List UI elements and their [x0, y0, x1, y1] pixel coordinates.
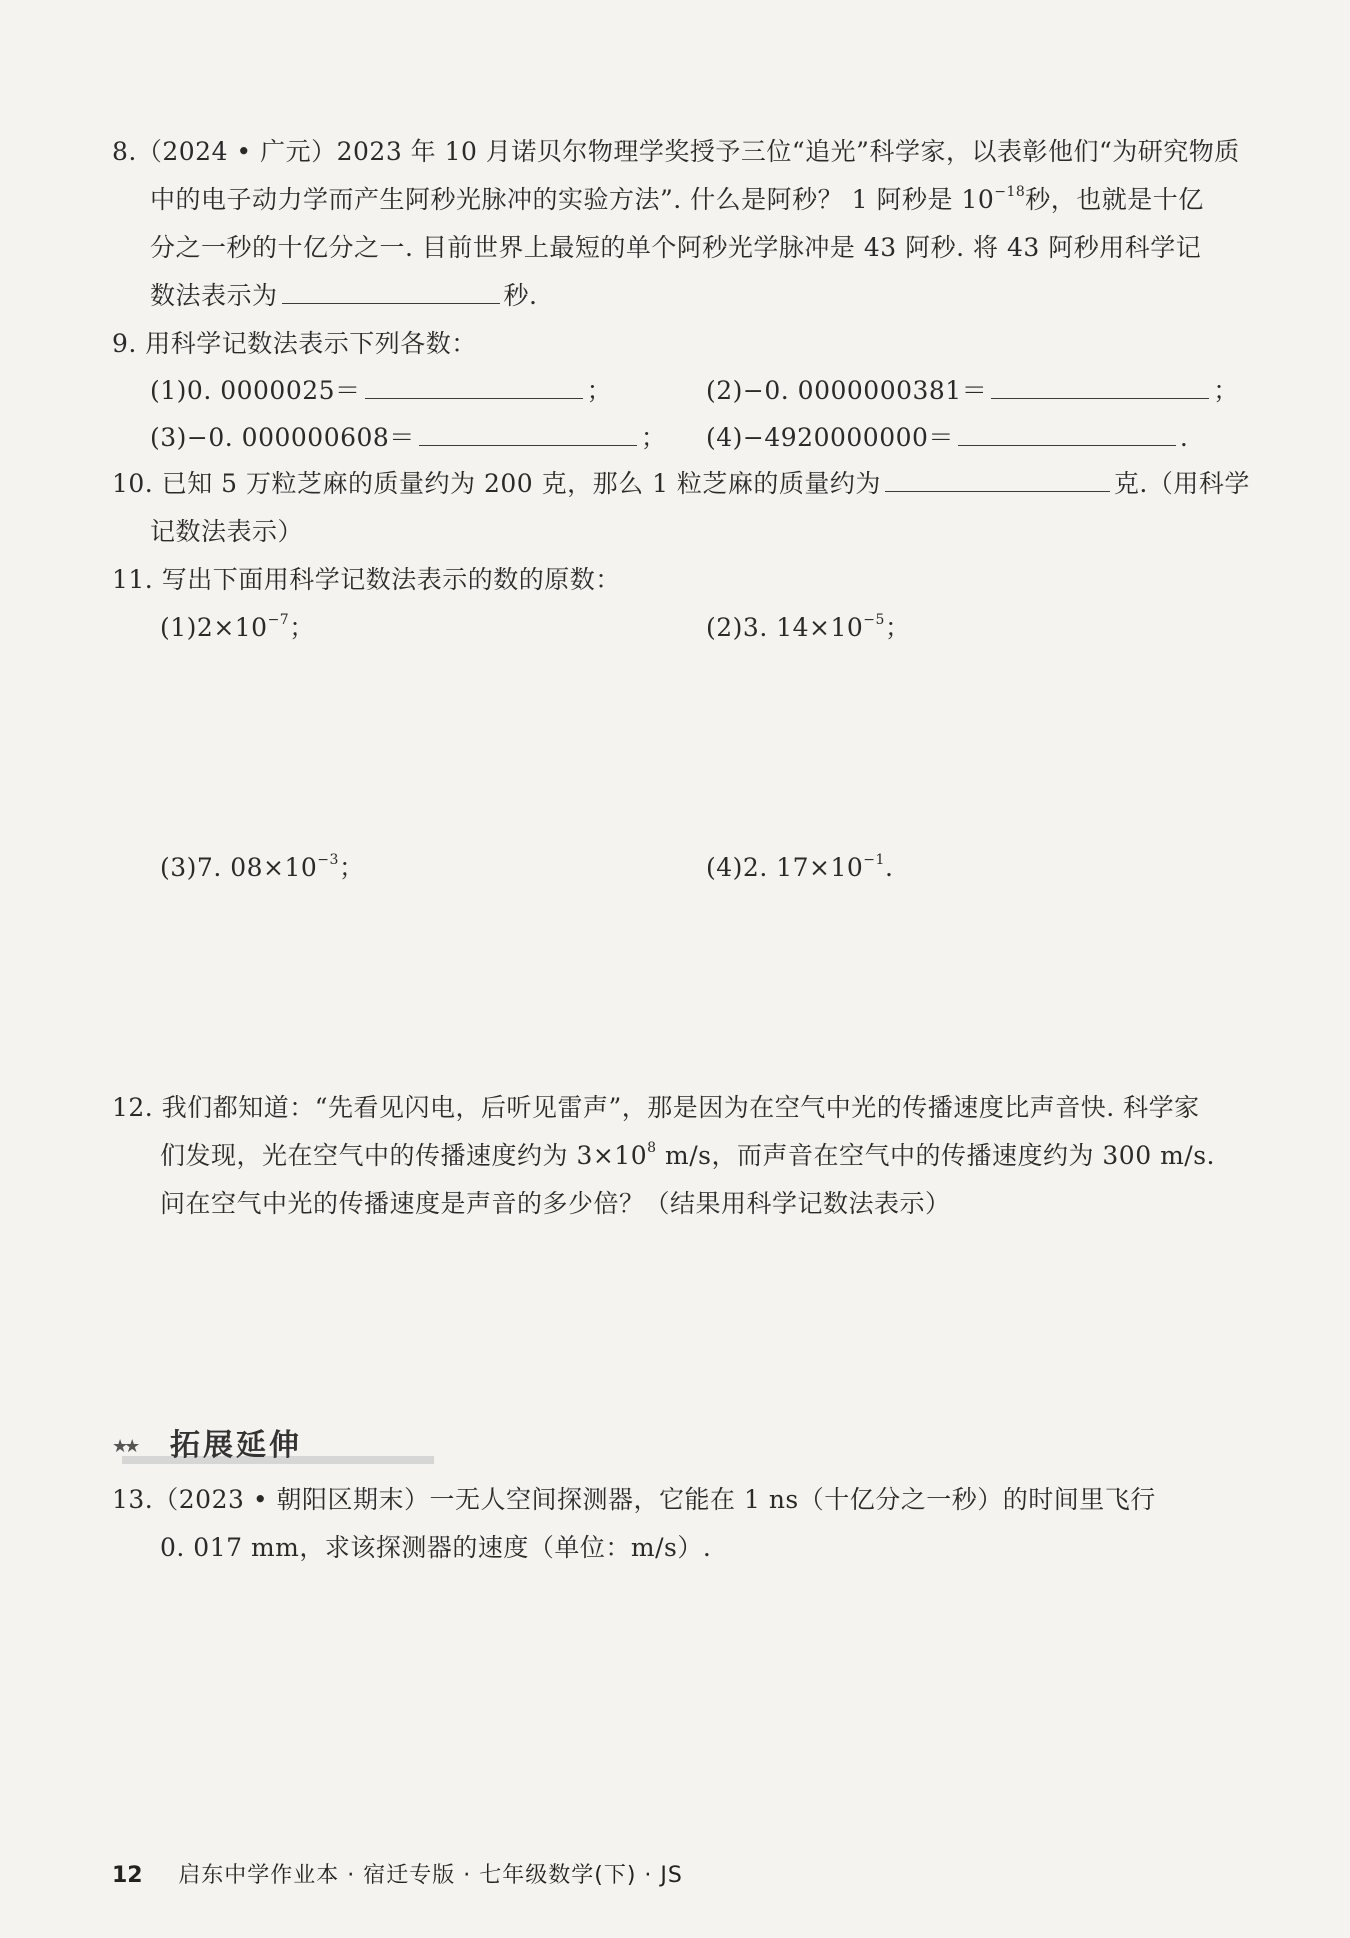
q8-answer-blank[interactable] [282, 279, 500, 304]
q11-part-1-text: (1)2×10 [160, 613, 268, 642]
q12-line-1: 12. 我们都知道：“先看见闪电，后听见雷声”，那是因为在空气中光的传播速度比声音快. 科学家 [112, 1093, 1200, 1122]
q8-line-1: 8.（2024 • 广元）2023 年 10 月诺贝尔物理学奖授予三位“追光”科学家，以表彰他们“为研究物质 [112, 137, 1240, 166]
q9-part-4-end: . [1179, 423, 1189, 452]
q9-part-1-end: ； [586, 376, 613, 405]
q10-answer-blank[interactable] [885, 467, 1110, 492]
q11-part-1-exponent: −7 [267, 612, 290, 628]
q8-line-2-tail: 秒，也就是十亿 [1025, 185, 1204, 214]
section-title: 拓展延伸 [170, 1428, 302, 1463]
page-footer [112, 1858, 683, 1889]
q10-line-1-text: 10. 已知 5 万粒芝麻的质量约为 200 克，那么 1 粒芝麻的质量约为 [112, 469, 881, 498]
q9-stem: 9. 用科学记数法表示下列各数： [112, 329, 477, 358]
star-icon: ★★ [112, 1436, 137, 1457]
q9-part-1 [150, 374, 612, 408]
q8-line-3: 分之一秒的十亿分之一. 目前世界上最短的单个阿秒光学脉冲是 43 阿秒. 将 43 阿秒用科学记 [150, 233, 1202, 262]
section-header [112, 1420, 327, 1463]
q9-part-2 [706, 374, 1239, 408]
q11-part-4-exponent: −1 [863, 852, 885, 868]
q9-part-4-blank[interactable] [958, 421, 1176, 446]
q8-line-4 [150, 279, 537, 313]
book-title: 启东中学作业本 · 宿迁专版 · 七年级数学(下) · JS [178, 1863, 683, 1888]
q11-stem: 11. 写出下面用科学记数法表示的数的原数： [112, 565, 621, 594]
q12-line-3: 问在空气中光的传播速度是声音的多少倍？（结果用科学记数法表示） [160, 1189, 951, 1218]
page-number: 12 [112, 1863, 143, 1888]
q8-line-2-text: 中的电子动力学而产生阿秒光脉冲的实验方法”. 什么是阿秒？ 1 阿秒是 10 [150, 185, 995, 214]
q11-part-3-text: (3)7. 08×10 [160, 853, 318, 882]
q10-line-1-tail: 克.（用科学 [1113, 469, 1250, 498]
q9-part-4 [706, 421, 1188, 455]
q11-part-3 [160, 851, 364, 885]
q9-part-1-blank[interactable] [365, 374, 583, 399]
q8-line-2 [150, 183, 1204, 217]
q11-part-1 [160, 611, 315, 645]
q12-line-2-tail: m/s，而声音在空气中的传播速度约为 300 m/s. [656, 1141, 1215, 1170]
q8-line-4-text: 数法表示为 [150, 281, 278, 310]
q11-part-4 [706, 851, 893, 885]
q8-line-4-tail: 秒. [503, 281, 538, 310]
q9-part-4-text: (4)−4920000000＝ [706, 423, 954, 452]
q12-line-2 [160, 1139, 1215, 1173]
q8-exponent: −18 [994, 184, 1026, 200]
q11-part-2-text: (2)3. 14×10 [706, 613, 864, 642]
q13-line-1: 13.（2023 • 朝阳区期末）一无人空间探测器，它能在 1 ns（十亿分之一秒）的时间里飞行 [112, 1485, 1156, 1514]
q9-part-2-end: ； [1213, 376, 1239, 405]
q11-part-1-end: ； [289, 613, 315, 642]
q11-part-3-end: ； [338, 853, 365, 882]
q9-part-3 [150, 421, 666, 455]
q11-part-4-text: (4)2. 17×10 [706, 853, 864, 882]
q11-part-4-end: . [884, 853, 894, 882]
q9-part-2-blank[interactable] [991, 374, 1209, 399]
q11-part-2 [706, 611, 910, 645]
q11-part-2-end: ； [884, 613, 911, 642]
q9-part-2-text: (2)−0. 0000000381＝ [706, 376, 988, 405]
q9-part-3-blank[interactable] [419, 421, 637, 446]
q12-exponent: 8 [647, 1140, 657, 1156]
q12-line-2-text: 们发现，光在空气中的传播速度约为 3×10 [160, 1141, 648, 1170]
q11-part-3-exponent: −3 [317, 852, 339, 868]
q13-line-2: 0. 017 mm，求该探测器的速度（单位：m/s）. [160, 1533, 712, 1562]
q9-part-1-text: (1)0. 0000025＝ [150, 376, 361, 405]
q9-part-3-end: ； [640, 423, 667, 452]
q10-line-2: 记数法表示） [150, 517, 304, 546]
q11-part-2-exponent: −5 [863, 612, 885, 628]
q9-part-3-text: (3)−0. 000000608＝ [150, 423, 415, 452]
q10-line-1 [112, 467, 1250, 501]
